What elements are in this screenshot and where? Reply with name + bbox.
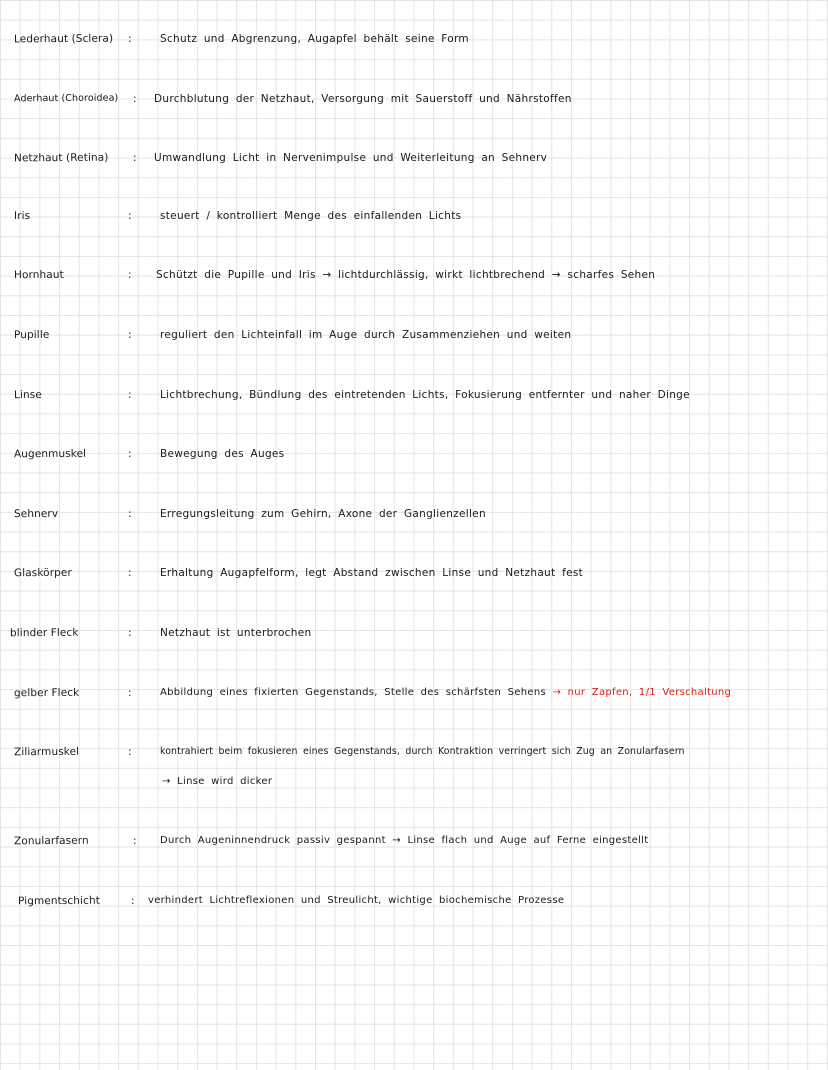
entry-row-hornhaut — [0, 269, 828, 291]
term-pupille: Pupille — [13, 328, 50, 342]
term-netzhaut: Netzhaut (Retina) — [13, 151, 109, 165]
term-pigmentschicht: Pigmentschicht — [17, 894, 100, 908]
term-linse: Linse — [13, 388, 42, 402]
definition-hornhaut: Schützt die Pupille und Iris → lichtdurchlässig, wirkt lichtbrechend → scharfes Sehen — [156, 269, 656, 281]
colon-separator: : — [128, 746, 132, 758]
colon-separator: : — [128, 389, 132, 401]
colon-separator: : — [128, 448, 132, 460]
definition-pigmentschicht: verhindert Lichtreflexionen und Streulicht, wichtige biochemische Prozesse — [148, 895, 565, 906]
colon-separator: : — [128, 567, 132, 579]
definition-pupille: reguliert den Lichteinfall im Auge durch Zusammenziehen und weiten — [160, 329, 572, 341]
entry-row-ziliarmuskel-continuation — [0, 776, 828, 798]
definition-glaskoerper: Erhaltung Augapfelform, legt Abstand zwischen Linse und Netzhaut fest — [160, 567, 584, 579]
term-glaskoerper: Glaskörper — [13, 566, 72, 580]
definition-aderhaut: Durchblutung der Netzhaut, Versorgung mit Sauerstoff und Nährstoffen — [154, 93, 572, 105]
colon-separator: : — [128, 210, 132, 222]
entry-row-augenmuskel — [0, 448, 828, 470]
definition-augenmuskel: Bewegung des Auges — [160, 448, 285, 460]
colon-separator: : — [128, 269, 132, 281]
entry-row-blinder-fleck — [0, 627, 828, 649]
entry-row-gelber-fleck — [0, 687, 828, 709]
definition-lederhaut: Schutz und Abgrenzung, Augapfel behält seine Form — [160, 33, 469, 45]
definition-blinder-fleck: Netzhaut ist unterbrochen — [160, 627, 312, 639]
entry-row-aderhaut — [0, 93, 828, 115]
term-aderhaut: Aderhaut (Choroidea) — [13, 92, 119, 105]
definition-gelber-fleck — [160, 687, 731, 698]
colon-separator: : — [128, 508, 132, 520]
entry-row-pupille — [0, 329, 828, 351]
term-gelber-fleck: gelber Fleck — [13, 686, 80, 700]
colon-separator: : — [128, 627, 132, 639]
definition-netzhaut: Umwandlung Licht in Nervenimpulse und Weiterleitung an Sehnerv — [154, 152, 548, 164]
entry-row-glaskoerper — [0, 567, 828, 589]
colon-separator: : — [133, 152, 137, 164]
entry-row-ziliarmuskel — [0, 746, 828, 768]
entry-row-netzhaut — [0, 152, 828, 174]
colon-separator: : — [131, 895, 135, 907]
term-augenmuskel: Augenmuskel — [13, 447, 87, 461]
colon-separator: : — [133, 93, 137, 105]
term-blinder-fleck: blinder Fleck — [9, 626, 79, 640]
colon-separator: : — [128, 33, 132, 45]
entry-row-iris — [0, 210, 828, 232]
entry-row-sehnerv — [0, 508, 828, 530]
definition-zonularfasern: Durch Augeninnendruck passiv gespannt → Linse flach und Auge auf Ferne eingestellt — [160, 835, 649, 846]
definition-iris: steuert / kontrolliert Menge des einfallenden Lichts — [160, 210, 462, 222]
term-hornhaut: Hornhaut — [13, 268, 64, 282]
entry-row-lederhaut — [0, 33, 828, 55]
definition-gelber-fleck-text: Abbildung eines fixierten Gegenstands, Stelle des schärfsten Sehens — [160, 687, 546, 698]
term-sehnerv: Sehnerv — [13, 507, 59, 521]
definition-sehnerv: Erregungsleitung zum Gehirn, Axone der Ganglienzellen — [160, 508, 486, 520]
term-zonularfasern: Zonularfasern — [13, 834, 89, 848]
definition-linse: Lichtbrechung, Bündlung des eintretenden Lichts, Fokusierung entfernter und naher Dinge — [160, 389, 690, 401]
term-ziliarmuskel: Ziliarmuskel — [13, 745, 80, 759]
entry-row-linse — [0, 389, 828, 411]
definition-ziliarmuskel: kontrahiert beim fokusieren eines Gegenstands, durch Kontraktion verringert sich Zug an Zonularfasern — [160, 746, 685, 757]
definition-gelber-fleck-highlight: → nur Zapfen, 1/1 Verschaltung — [552, 687, 732, 698]
entry-row-zonularfasern — [0, 835, 828, 857]
colon-separator: : — [128, 687, 132, 699]
definition-ziliarmuskel-continuation: → Linse wird dicker — [162, 776, 273, 787]
colon-separator: : — [133, 835, 137, 847]
term-iris: Iris — [13, 209, 31, 223]
entry-row-pigmentschicht — [0, 895, 828, 917]
term-lederhaut: Lederhaut (Sclera) — [13, 32, 114, 46]
colon-separator: : — [128, 329, 132, 341]
